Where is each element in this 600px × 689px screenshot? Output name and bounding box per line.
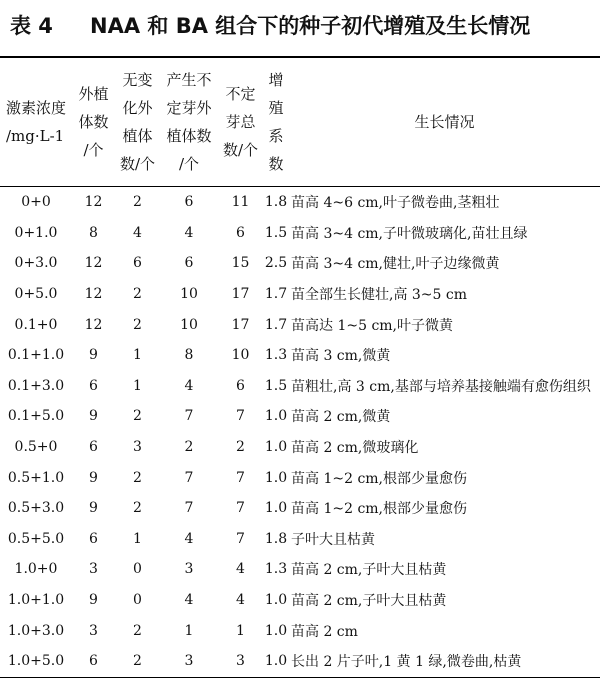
cell-concentration: 0.5+5.0 bbox=[7, 530, 65, 547]
table-row bbox=[0, 279, 600, 310]
header-total-buds bbox=[218, 57, 263, 187]
cell-explant-count: 9 bbox=[89, 500, 98, 517]
cell-multiplication-coefficient: 1.3 bbox=[264, 347, 288, 364]
cell-growth: 苗高 3~4 cm,子叶微玻璃化,苗壮且绿 bbox=[291, 225, 528, 242]
cell-adventitious-count: 7 bbox=[184, 469, 194, 486]
header-row bbox=[0, 57, 600, 187]
cell-concentration: 0.5+0 bbox=[14, 439, 58, 456]
cell-explant-count: 6 bbox=[72, 646, 115, 677]
cell-total-buds: 10 bbox=[231, 347, 250, 364]
cell-concentration: 1.0+3.0 bbox=[7, 622, 65, 639]
table-row bbox=[0, 187, 600, 218]
cell-unchanged-count: 0 bbox=[133, 592, 142, 609]
header-line: 定芽外 bbox=[166, 99, 212, 117]
cell-explant-count: 12 bbox=[84, 286, 103, 303]
cell-total-buds: 2 bbox=[236, 439, 245, 456]
table-row bbox=[0, 493, 600, 524]
cell-growth: 苗粗壮,高 3 cm,基部与培养基接触端有愈伤组织 bbox=[291, 378, 591, 395]
table-row bbox=[0, 554, 600, 585]
cell-explant-count: 9 bbox=[89, 469, 98, 486]
cell-adventitious-count: 10 bbox=[180, 286, 198, 303]
cell-adventitious-count: 2 bbox=[184, 439, 194, 456]
cell-multiplication-coefficient: 1.0 bbox=[264, 408, 288, 425]
cell-concentration: 0.1+1.0 bbox=[7, 347, 65, 364]
cell-total-buds: 1 bbox=[236, 622, 245, 639]
cell-unchanged-count: 1 bbox=[133, 377, 142, 394]
cell-growth: 苗高 4~6 cm,叶子微卷曲,茎粗壮 bbox=[291, 195, 500, 212]
cell-adventitious-count: 8 bbox=[184, 347, 194, 364]
cell-growth: 苗高 3 cm,微黄 bbox=[291, 348, 391, 365]
table-row bbox=[0, 462, 600, 493]
header-line: 激素浓度 bbox=[6, 99, 67, 117]
cell-total-buds: 7 bbox=[236, 408, 245, 425]
cell-growth: 苗高 2 cm bbox=[291, 623, 358, 640]
cell-total-buds: 17 bbox=[231, 316, 250, 333]
cell-total-buds: 4 bbox=[236, 561, 245, 578]
cell-adventitious-count: 7 bbox=[184, 500, 194, 517]
cell-multiplication-coefficient: 1.8 bbox=[264, 530, 288, 547]
header-line: 数/个 bbox=[119, 155, 156, 173]
header-line: 植体 bbox=[122, 127, 153, 145]
cell-total-buds: 3 bbox=[218, 646, 263, 677]
table-body bbox=[0, 187, 600, 678]
table-row bbox=[0, 524, 600, 555]
cell-multiplication-coefficient: 1.8 bbox=[264, 194, 288, 211]
header-line: 产生不 bbox=[166, 71, 212, 89]
header-explant-count bbox=[72, 57, 115, 187]
header-line: /个 bbox=[178, 155, 200, 173]
cell-growth: 苗高 3~4 cm,健壮,叶子边缘微黄 bbox=[291, 256, 500, 273]
header-unchanged-count bbox=[115, 57, 160, 187]
header-line: 植体数 bbox=[166, 127, 212, 145]
cell-unchanged-count: 2 bbox=[115, 646, 160, 677]
cell-explant-count: 3 bbox=[89, 622, 98, 639]
header-line: 外植 bbox=[78, 85, 109, 103]
cell-explant-count: 12 bbox=[84, 194, 103, 211]
cell-growth: 苗高 2 cm,子叶大且枯黄 bbox=[291, 593, 447, 610]
cell-concentration: 0.1+5.0 bbox=[7, 408, 65, 425]
cell-total-buds: 17 bbox=[231, 286, 250, 303]
cell-explant-count: 3 bbox=[89, 561, 98, 578]
cell-concentration: 0+5.0 bbox=[14, 286, 58, 303]
cell-growth: 长出 2 片子叶,1 黄 1 绿,微卷曲,枯黄 bbox=[289, 646, 600, 677]
header-multiplication-coefficient bbox=[263, 57, 289, 187]
header-line: 不定 bbox=[225, 85, 256, 103]
cell-explant-count: 9 bbox=[89, 408, 98, 425]
header-line: 化外 bbox=[122, 99, 153, 117]
table-row bbox=[0, 401, 600, 432]
data-table bbox=[0, 56, 600, 678]
cell-growth: 苗高 1~2 cm,根部少量愈伤 bbox=[291, 470, 468, 487]
header-adventitious-count bbox=[160, 57, 218, 187]
table-row bbox=[0, 248, 600, 279]
cell-total-buds: 11 bbox=[231, 194, 250, 211]
cell-multiplication-coefficient: 1.0 bbox=[264, 500, 288, 517]
cell-concentration: 0+0 bbox=[21, 194, 51, 211]
cell-multiplication-coefficient: 1.0 bbox=[264, 592, 288, 609]
cell-multiplication-coefficient: 1.5 bbox=[264, 224, 288, 241]
cell-explant-count: 9 bbox=[89, 592, 98, 609]
cell-adventitious-count: 4 bbox=[184, 224, 194, 241]
cell-multiplication-coefficient: 1.3 bbox=[264, 561, 288, 578]
table-row bbox=[0, 371, 600, 402]
cell-concentration: 1.0+5.0 bbox=[0, 646, 72, 677]
cell-concentration: 1.0+0 bbox=[14, 561, 58, 578]
cell-concentration: 1.0+1.0 bbox=[7, 592, 65, 609]
cell-concentration: 0+3.0 bbox=[14, 255, 58, 272]
cell-growth: 苗高 2 cm,微玻璃化 bbox=[291, 440, 419, 457]
header-line: 系 bbox=[268, 127, 284, 145]
cell-concentration: 0.5+3.0 bbox=[7, 500, 65, 517]
cell-adventitious-count: 3 bbox=[184, 561, 194, 578]
table-caption: NAA 和 BA 组合下的种子初代增殖及生长情况 bbox=[90, 14, 531, 38]
cell-unchanged-count: 2 bbox=[133, 286, 142, 303]
cell-concentration: 0.5+1.0 bbox=[7, 469, 65, 486]
cell-unchanged-count: 4 bbox=[133, 224, 142, 241]
cell-multiplication-coefficient: 2.5 bbox=[264, 255, 288, 272]
cell-multiplication-coefficient: 1.7 bbox=[264, 286, 288, 303]
table-row bbox=[0, 432, 600, 463]
cell-unchanged-count: 2 bbox=[133, 408, 142, 425]
header-line: 增 bbox=[268, 71, 284, 89]
cell-total-buds: 7 bbox=[236, 530, 245, 547]
header-line: 芽总 bbox=[225, 113, 256, 131]
header-concentration bbox=[0, 57, 72, 187]
cell-unchanged-count: 2 bbox=[133, 622, 142, 639]
header-line: 生长情况 bbox=[414, 113, 475, 131]
cell-total-buds: 4 bbox=[236, 592, 245, 609]
cell-total-buds: 6 bbox=[236, 224, 245, 241]
cell-concentration: 0+1.0 bbox=[14, 224, 58, 241]
cell-adventitious-count: 6 bbox=[184, 194, 194, 211]
header-line: 数 bbox=[268, 155, 284, 173]
cell-explant-count: 6 bbox=[89, 377, 98, 394]
cell-multiplication-coefficient: 1.0 bbox=[264, 469, 288, 486]
cell-unchanged-count: 0 bbox=[133, 561, 142, 578]
cell-explant-count: 12 bbox=[84, 316, 103, 333]
cell-unchanged-count: 2 bbox=[133, 316, 142, 333]
cell-multiplication-coefficient: 1.5 bbox=[264, 377, 288, 394]
header-line: /个 bbox=[83, 141, 104, 159]
header-line: /mg·L-1 bbox=[6, 127, 65, 145]
header-growth bbox=[289, 57, 600, 187]
cell-unchanged-count: 2 bbox=[133, 469, 142, 486]
cell-total-buds: 6 bbox=[236, 377, 245, 394]
cell-concentration: 0.1+0 bbox=[14, 316, 58, 333]
table-row bbox=[0, 218, 600, 249]
cell-explant-count: 8 bbox=[89, 224, 98, 241]
cell-growth: 苗高 2 cm,微黄 bbox=[291, 409, 391, 426]
cell-unchanged-count: 2 bbox=[133, 500, 142, 517]
cell-explant-count: 6 bbox=[89, 439, 98, 456]
cell-adventitious-count: 6 bbox=[184, 255, 194, 272]
cell-explant-count: 9 bbox=[89, 347, 98, 364]
cell-adventitious-count: 10 bbox=[180, 316, 198, 333]
table-row bbox=[0, 646, 600, 677]
header-line: 数/个 bbox=[222, 141, 259, 159]
header-line: 殖 bbox=[268, 99, 284, 117]
cell-concentration: 0.1+3.0 bbox=[7, 377, 65, 394]
cell-adventitious-count: 4 bbox=[184, 377, 194, 394]
cell-unchanged-count: 1 bbox=[133, 347, 142, 364]
cell-unchanged-count: 2 bbox=[133, 194, 142, 211]
table-title bbox=[10, 8, 590, 44]
cell-total-buds: 15 bbox=[231, 255, 250, 272]
cell-multiplication-coefficient: 1.7 bbox=[264, 316, 288, 333]
table-number: 表 4 bbox=[10, 14, 53, 38]
cell-adventitious-count: 7 bbox=[184, 408, 194, 425]
cell-multiplication-coefficient: 1.0 bbox=[263, 646, 289, 677]
table-row bbox=[0, 340, 600, 371]
cell-growth: 苗高达 1~5 cm,叶子微黄 bbox=[291, 317, 454, 334]
cell-adventitious-count: 4 bbox=[184, 530, 194, 547]
table-row bbox=[0, 615, 600, 646]
cell-explant-count: 12 bbox=[84, 255, 103, 272]
cell-multiplication-coefficient: 1.0 bbox=[264, 439, 288, 456]
cell-adventitious-count: 3 bbox=[160, 646, 218, 677]
cell-adventitious-count: 1 bbox=[184, 622, 194, 639]
cell-adventitious-count: 4 bbox=[184, 592, 194, 609]
cell-growth: 苗高 1~2 cm,根部少量愈伤 bbox=[291, 501, 468, 518]
cell-unchanged-count: 6 bbox=[133, 255, 142, 272]
cell-growth: 苗全部生长健壮,高 3~5 cm bbox=[291, 287, 468, 304]
cell-growth: 苗高 2 cm,子叶大且枯黄 bbox=[291, 562, 447, 579]
table-row bbox=[0, 585, 600, 616]
cell-total-buds: 7 bbox=[236, 469, 245, 486]
cell-explant-count: 6 bbox=[89, 530, 98, 547]
table-row bbox=[0, 309, 600, 340]
cell-unchanged-count: 1 bbox=[133, 530, 142, 547]
cell-growth: 子叶大且枯黄 bbox=[291, 531, 375, 548]
cell-unchanged-count: 3 bbox=[133, 439, 142, 456]
header-line: 体数 bbox=[78, 113, 109, 131]
cell-multiplication-coefficient: 1.0 bbox=[264, 622, 288, 639]
header-line: 无变 bbox=[122, 71, 153, 89]
cell-total-buds: 7 bbox=[236, 500, 245, 517]
